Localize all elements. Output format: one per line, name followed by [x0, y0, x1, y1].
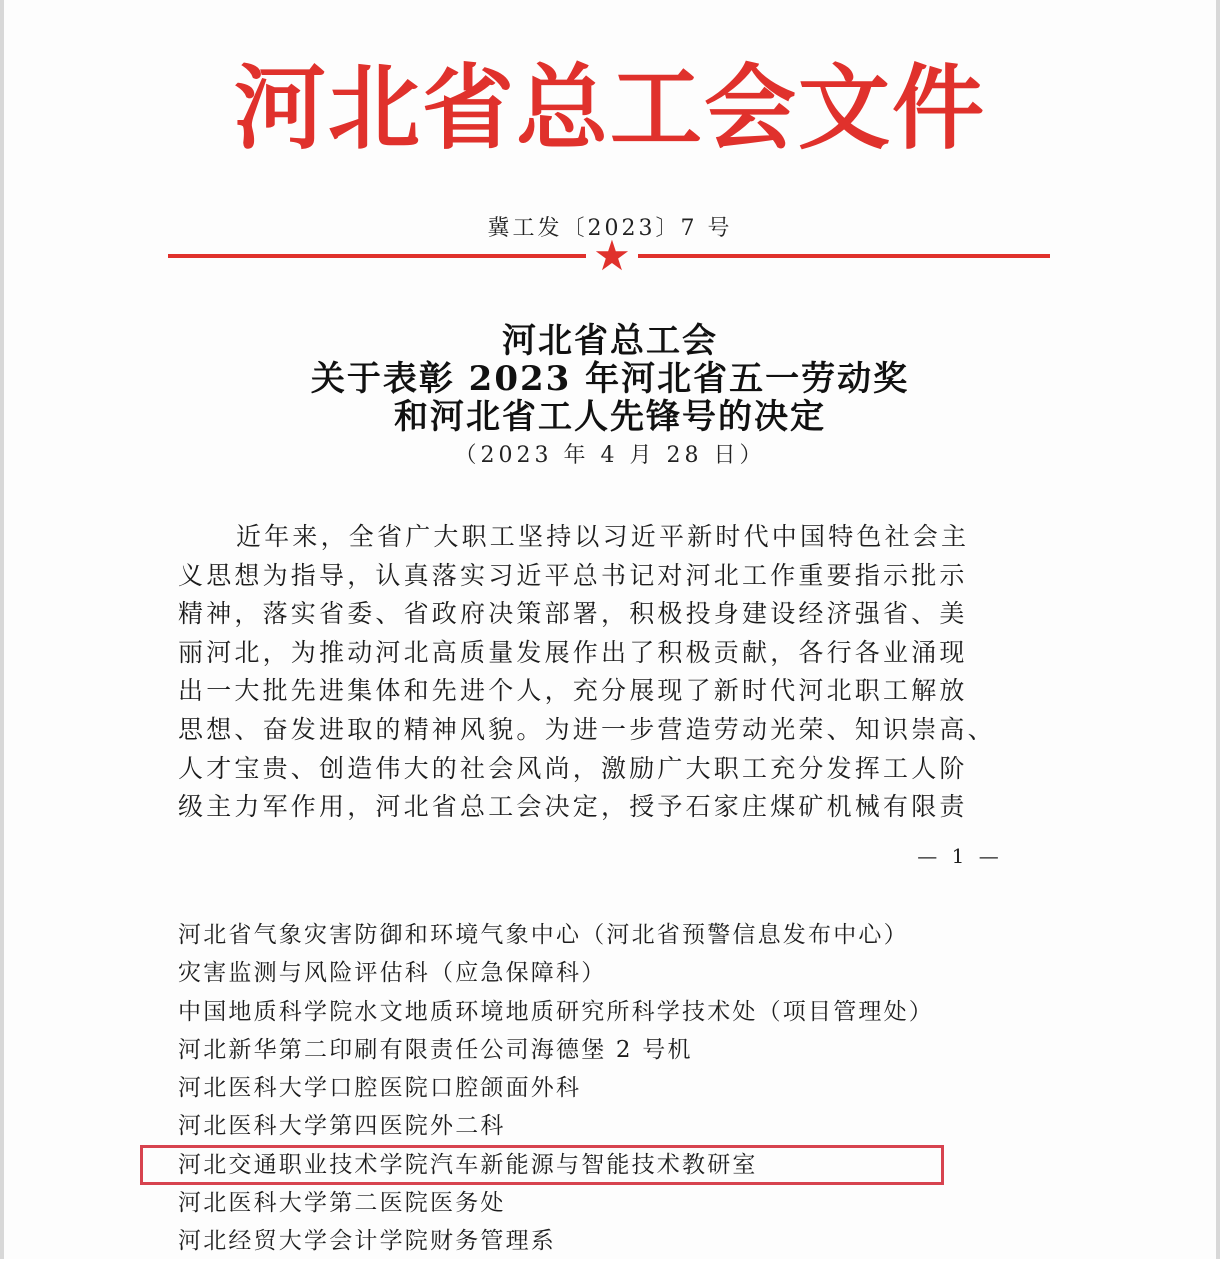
body-line: 思想、奋发进取的精神风貌。为进一步营造劳动光荣、知识崇高、 [178, 714, 996, 744]
red-star-icon: ★ [593, 231, 631, 280]
body-line: 精神，落实省委、省政府决策部署，积极投身建设经济强省、美 [178, 599, 968, 629]
list-item-highlighted: 河北交通职业技术学院汽车新能源与智能技术教研室 [178, 1151, 758, 1178]
document-number: 冀工发〔2023〕7 号 [487, 216, 733, 241]
body-paragraph [178, 518, 1048, 827]
list-item: 河北新华第二印刷有限责任公司海德堡 2 号机 [178, 1036, 693, 1063]
list-item: 河北医科大学第四医院外二科 [178, 1113, 506, 1140]
decision-date: （2023 年 4 月 28 日） [454, 443, 766, 468]
highlight-box [140, 1145, 944, 1185]
list-item: 河北经贸大学会计学院财务管理系 [178, 1228, 556, 1255]
red-divider-right [638, 254, 1050, 258]
list-item: 河北医科大学口腔医院口腔颌面外科 [178, 1075, 582, 1102]
page-edge-left [0, 0, 4, 1259]
page-number: — 1 — [917, 844, 1003, 868]
decision-title-block [0, 322, 1220, 470]
list-item: 中国地质科学院水文地质环境地质研究所科学技术处（项目管理处） [178, 998, 934, 1025]
body-line: 人才宝贵、创造伟大的社会风尚，激励广大职工充分发挥工人阶 [178, 753, 968, 783]
body-line: 义思想为指导，认真落实习近平总书记对河北工作重要指示批示 [178, 560, 968, 590]
list-item: 灾害监测与风险评估科（应急保障科） [178, 960, 607, 987]
body-line: 丽河北，为推动河北高质量发展作出了积极贡献，各行各业涌现 [178, 637, 968, 667]
page-edge-right [1216, 0, 1220, 1259]
list-item: 河北省气象灾害防御和环境气象中心（河北省预警信息发布中心） [178, 922, 909, 948]
title-line-2: 关于表彰 2023 年河北省五一劳动奖 [310, 359, 910, 399]
body-line: 级主力军作用，河北省总工会决定，授予石家庄煤矿机械有限责 [178, 792, 968, 822]
title-line-3: 和河北省工人先锋号的决定 [394, 397, 826, 437]
document-header-title: 河北省总工会文件 [233, 54, 986, 162]
list-item: 河北医科大学第二医院医务处 [178, 1190, 506, 1217]
body-line: 出一大批先进集体和先进个人，充分展现了新时代河北职工解放 [178, 676, 968, 706]
red-divider-left [168, 254, 586, 258]
title-line-1: 河北省总工会 [502, 321, 718, 361]
body-line: 近年来，全省广大职工坚持以习近平新时代中国特色社会主 [236, 522, 970, 551]
awardee-list [178, 916, 1078, 1261]
